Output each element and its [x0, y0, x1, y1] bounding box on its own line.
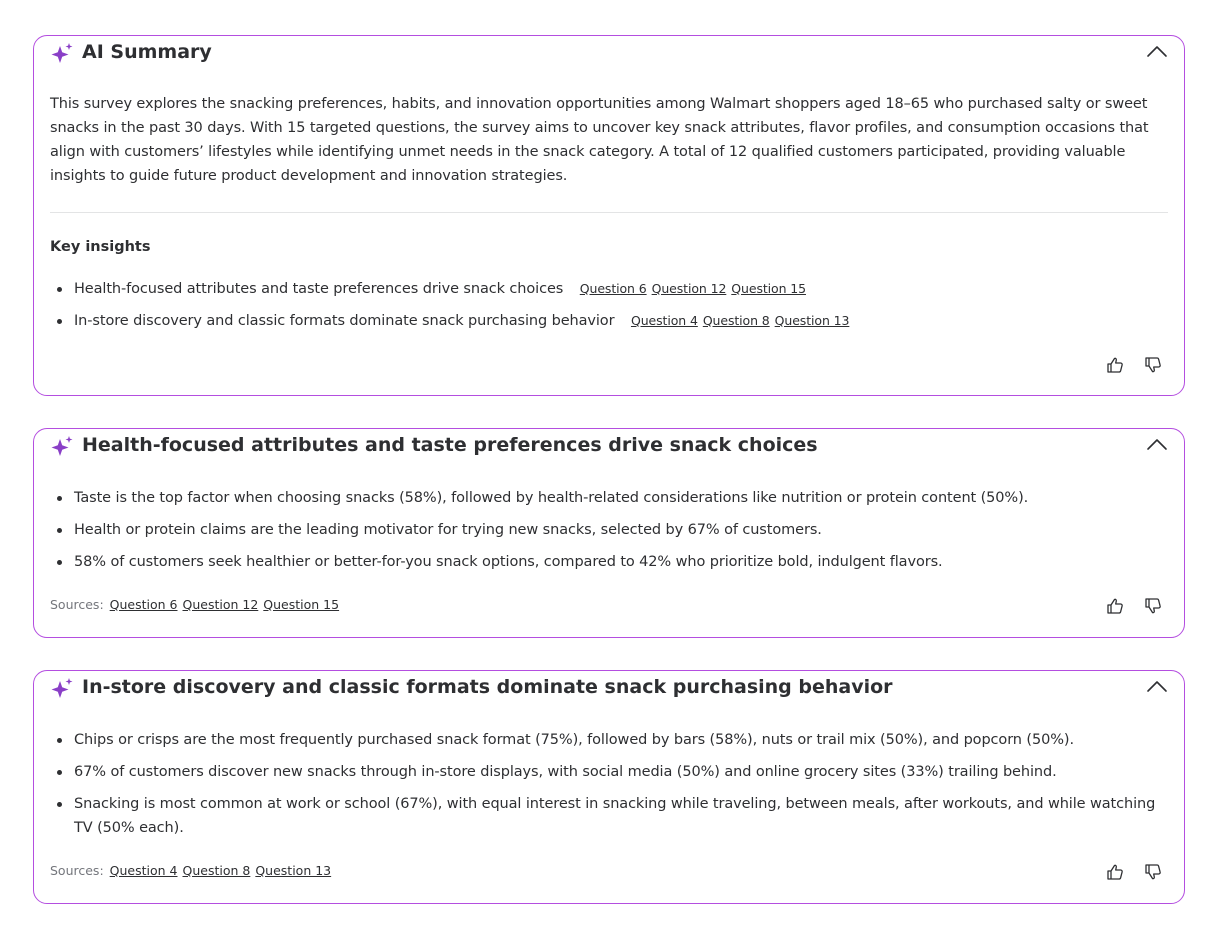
question-link[interactable]: Question 12 — [182, 597, 259, 612]
list-item — [50, 277, 1170, 301]
instore-insight-card — [33, 670, 1185, 904]
sparkle-icon — [50, 42, 74, 66]
thumbs-down-icon[interactable] — [1144, 356, 1162, 374]
sources-label: Sources: — [50, 863, 104, 878]
question-link[interactable]: Question 4 — [630, 313, 698, 328]
question-link[interactable]: Question 13 — [774, 313, 850, 328]
sources-row — [50, 863, 336, 878]
feedback-buttons — [1106, 863, 1162, 881]
thumbs-down-icon[interactable] — [1144, 863, 1162, 881]
insight-text: In-store discovery and classic formats dominate snack purchasing behavior — [74, 313, 615, 329]
health-bullets — [50, 486, 1170, 582]
question-link[interactable]: Question 15 — [731, 281, 806, 296]
list-item: Health or protein claims are the leading motivator for trying new snacks, selected by 67% of customers. — [50, 518, 1170, 542]
card-title: Health-focused attributes and taste preferences drive snack choices — [82, 434, 818, 456]
sparkle-icon — [50, 677, 74, 701]
question-link[interactable]: Question 13 — [255, 863, 332, 878]
question-link[interactable]: Question 4 — [109, 863, 178, 878]
list-item — [50, 309, 1170, 333]
question-link[interactable]: Question 8 — [182, 863, 251, 878]
chevron-up-icon[interactable] — [1146, 435, 1168, 455]
divider — [50, 212, 1168, 213]
card-header — [34, 36, 1184, 70]
question-link[interactable]: Question 12 — [651, 281, 727, 296]
list-item: 67% of customers discover new snacks through in-store displays, with social media (50%) and online grocery sites (33%) trailing behind. — [50, 760, 1170, 784]
card-title: AI Summary — [82, 41, 212, 63]
insight-text: Health-focused attributes and taste preferences drive snack choices — [74, 281, 564, 297]
card-header — [34, 429, 1184, 463]
sparkle-icon — [50, 435, 74, 459]
insight-links — [631, 313, 854, 329]
question-link[interactable]: Question 8 — [702, 313, 770, 328]
thumbs-up-icon[interactable] — [1106, 597, 1124, 615]
card-title: In-store discovery and classic formats dominate snack purchasing behavior — [82, 676, 893, 698]
chevron-up-icon[interactable] — [1146, 42, 1168, 62]
list-item: 58% of customers seek healthier or better-for-you snack options, compared to 42% who prioritize bold, indulgent flavors. — [50, 550, 1170, 574]
card-header — [34, 671, 1184, 705]
summary-text: This survey explores the snacking preferences, habits, and innovation opportunities among Walmart shoppers aged 18–65 who purchased salty or sweet snacks in the past 30 days. With 15 targeted questions, the survey aims to uncover key snack attributes, flavor profiles, and consumption occasions that align with customers’ lifestyles while identifying unmet needs in the snack category. A total of 12 qualified customers participated, providing valuable insights to guide future product development and innovation strategies. — [50, 96, 1149, 184]
question-link[interactable]: Question 6 — [579, 281, 647, 296]
thumbs-up-icon[interactable] — [1106, 863, 1124, 881]
key-insights-list — [50, 277, 1170, 341]
ai-summary-card — [33, 35, 1185, 396]
thumbs-up-icon[interactable] — [1106, 356, 1124, 374]
sources-label: Sources: — [50, 597, 104, 612]
list-item: Taste is the top factor when choosing snacks (58%), followed by health-related considerations like nutrition or protein content (50%). — [50, 486, 1170, 510]
feedback-buttons — [1106, 356, 1162, 374]
question-link[interactable]: Question 15 — [263, 597, 340, 612]
list-item: Chips or crisps are the most frequently purchased snack format (75%), followed by bars (58%), nuts or trail mix (50%), and popcorn (50%). — [50, 728, 1170, 752]
feedback-buttons — [1106, 597, 1162, 615]
chevron-up-icon[interactable] — [1146, 677, 1168, 697]
health-insight-card — [33, 428, 1185, 638]
instore-bullets — [50, 728, 1170, 848]
thumbs-down-icon[interactable] — [1144, 597, 1162, 615]
list-item: Snacking is most common at work or school (67%), with equal interest in snacking while traveling, between meals, after workouts, and while watching TV (50% each). — [50, 792, 1170, 840]
insight-links — [580, 281, 811, 297]
key-insights-heading: Key insights — [50, 239, 151, 255]
sources-row — [50, 597, 344, 612]
question-link[interactable]: Question 6 — [109, 597, 178, 612]
